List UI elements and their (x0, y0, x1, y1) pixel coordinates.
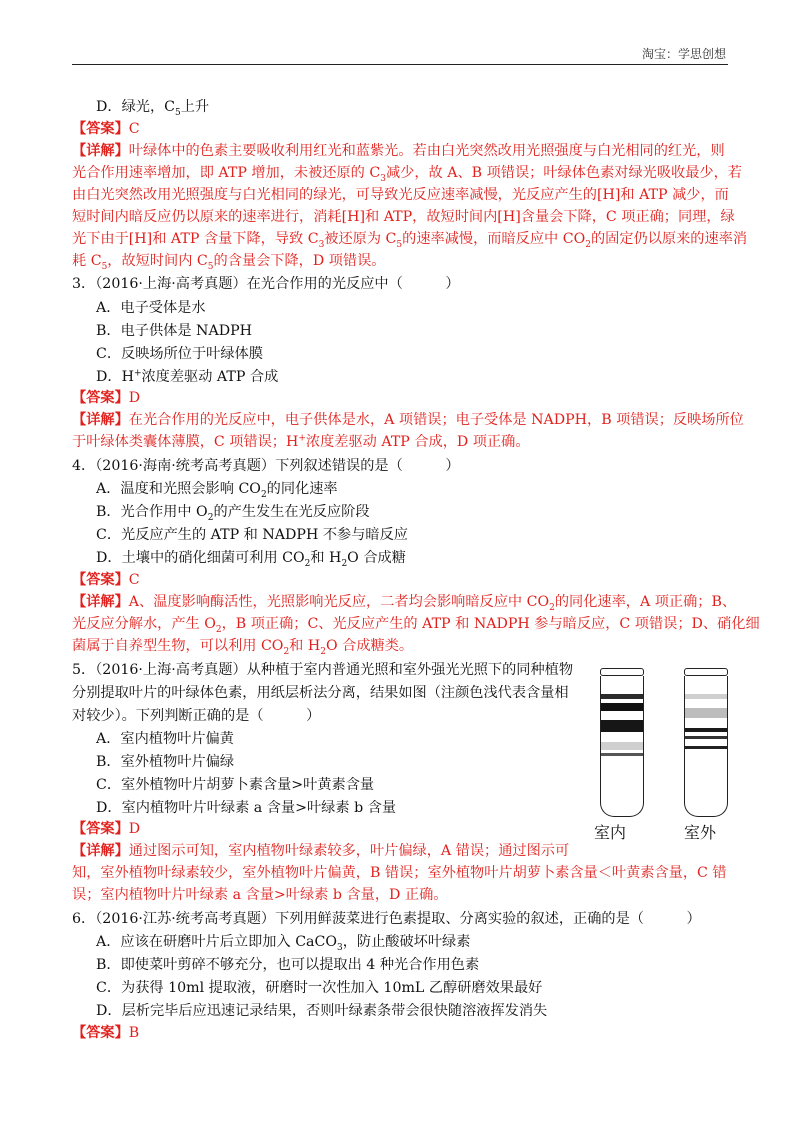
q4-option-b: B．光合作用中 $O_2$的产生发生在光反应阶段 (96, 504, 370, 523)
q6-stem: 6．（2016·江苏·统考高考真题）下列用鲜菠菜进行色素提取、分离实验的叙述，正确的是（ ） (72, 911, 701, 927)
q2-detail-line: 短时间内暗反应仍以原来的速率进行，消耗[H]和 ATP，故短时间内[H]含量会下降，C 项正确；同理，绿 (72, 209, 735, 225)
strip-cap-outdoor (684, 668, 728, 676)
band-xanthophyll (685, 708, 727, 718)
answer-label: 【答案】 (72, 1025, 129, 1041)
band-chlorophyll-a (685, 728, 727, 732)
q2-detail-line: 光下由于[H]和 ATP 含量下降，导致 $C_3$被还原为 $C_5$的速率减慢，而暗反应中 $CO_2$的固定仍以原来的速率消 (72, 231, 748, 250)
q4-option-c: C．光反应产生的 ATP 和 NADPH 不参与暗反应 (96, 527, 408, 543)
label-indoor: 室内 (594, 823, 627, 842)
answer-value: B (128, 1025, 140, 1041)
q6-answer (72, 1024, 732, 1042)
band-origin (601, 753, 643, 756)
answer-value: D (128, 390, 141, 406)
q4-detail-line: 菌属于自养型生物，可以利用 $CO_2$和 $H_2O$ 合成糖类。 (72, 638, 414, 657)
q5-detail-line: 知，室外植物叶绿素较少，室外植物叶片偏黄，B 错误；室外植物叶片胡萝卜素含量＜叶黄素含量，C 错 (72, 865, 727, 881)
page-header (72, 44, 728, 65)
q4-detail-line (72, 593, 737, 613)
q5-stem-line: 5．（2016·上海·高考真题）从种植于室内普通光照和室外强光光照下的同种植物 (72, 662, 574, 678)
band-chlorophyll-a (601, 720, 643, 732)
q6-option-b: B．即使菜叶剪碎不够充分，也可以提取出 4 种光合作用色素 (96, 957, 480, 973)
q2-detail-line: 光合作用速率增加，即 ATP 增加，未被还原的 $C_3$减少，故 A、B 项错误；叶绿体色素对绿光吸收最少，若 (72, 165, 742, 184)
header-text: 淘宝：学思创想 (641, 47, 726, 61)
q5-option-d: D．室内植物叶片叶绿素 a 含量>叶绿素 b 含量 (96, 800, 397, 816)
label-outdoor: 室外 (684, 823, 717, 842)
answer-value: C (128, 572, 140, 588)
detail-label: 【详解】 (72, 594, 129, 610)
q5-option-a: A．室内植物叶片偏黄 (96, 731, 234, 747)
detail-label: 【详解】 (72, 843, 129, 859)
q4-option-d: D．土壤中的硝化细菌可利用 $CO_2$和 $H_2O$ 合成糖 (96, 550, 406, 569)
strip-outdoor (684, 676, 728, 817)
strip-cap-indoor (600, 668, 644, 676)
strip-indoor (600, 676, 644, 817)
detail-label: 【详解】 (72, 412, 129, 428)
answer-value: D (128, 821, 141, 837)
answer-label: 【答案】 (72, 821, 129, 837)
q6-option-a: A．应该在研磨叶片后立即加入 CaCO$_3$，防止酸破坏叶绿素 (96, 934, 471, 953)
q5-stem-line: 分别提取叶片的叶绿体色素，用纸层析法分离，结果如图（注颜色浅代表含量相 (72, 685, 569, 701)
q5-option-c: C．室外植物叶片胡萝卜素含量>叶黄素含量 (96, 777, 375, 793)
answer-label: 【答案】 (72, 572, 129, 588)
q2-option-d: D．绿光，$C_5$上升 (96, 99, 210, 118)
q2-detail-line: 由白光突然改用光照强度与白光相同的绿光，可导致光反应速率减慢，光反应产生的[H]和 ATP 减少，而 (72, 187, 729, 203)
q3-option-d: D．H+浓度差驱动 ATP 合成 (96, 368, 279, 385)
band-origin (685, 746, 727, 749)
band-chlorophyll-b (601, 742, 643, 750)
detail-text: 在光合作用的光反应中，电子供体是水，A 项错误；电子受体是 NADPH，B 项错误；反映场所位 (128, 412, 744, 428)
detail-text: 通过图示可知，室内植物叶绿素较多，叶片偏绿，A 错误；通过图示可 (128, 843, 570, 859)
q6-option-c: C．为获得 10ml 提取液，研磨时一次性加入 10mL 乙醇研磨效果最好 (96, 980, 543, 996)
q6-option-d: D．层析完毕后应迅速记录结果，否则叶绿素条带会很快随溶液挥发消失 (96, 1003, 548, 1019)
q2-detail-line (72, 142, 732, 160)
q5-stem-line: 对较少）。下列判断正确的是（ ） (72, 708, 321, 724)
q3-option-a: A．电子受体是水 (96, 300, 206, 316)
q3-stem: 3．（2016·上海·高考真题）在光合作用的光反应中（ ） (72, 276, 460, 292)
q4-answer (72, 571, 732, 589)
q5-detail-line: 误；室内植物叶片叶绿素 a 含量>叶绿素 b 含量，D 正确。 (72, 887, 448, 903)
q3-detail-line: 于叶绿体类囊体薄膜，C 项错误；H+浓度差驱动 ATP 合成，D 项正确。 (72, 433, 530, 450)
q3-option-b: B．电子供体是 NADPH (96, 323, 253, 339)
band-chlorophyll-b (685, 736, 727, 739)
q2-answer (72, 120, 732, 138)
q4-option-a: A．温度和光照会影响 $CO_2$的同化速率 (96, 481, 338, 500)
q4-detail-line: 光反应分解水，产生 $O_2$，B 项正确；C、光反应产生的 ATP 和 NADPH 参与暗反应，C 项错误；D、硝化细 (72, 616, 760, 635)
band-xanthophyll (601, 703, 643, 711)
chromatography-figure (588, 668, 748, 848)
q2-detail-line: 耗 $C_5$，故短时间内 $C_5$的含量会下降，D 项错误。 (72, 253, 386, 272)
q5-option-b: B．室外植物叶片偏绿 (96, 754, 235, 770)
detail-label: 【详解】 (72, 143, 129, 159)
q3-answer (72, 389, 732, 407)
q3-option-c: C．反映场所位于叶绿体膜 (96, 346, 263, 362)
band-carotene (601, 694, 643, 699)
detail-text: A、温度影响酶活性，光照影响光反应，二者均会影响暗反应中 $CO_2$的同化速率，A 项正确；B、 (128, 594, 737, 613)
answer-label: 【答案】 (72, 121, 129, 137)
band-carotene (685, 694, 727, 699)
q3-detail-line (72, 411, 744, 429)
q4-stem: 4．（2016·海南·统考高考真题）下列叙述错误的是（ ） (72, 458, 460, 474)
answer-label: 【答案】 (72, 390, 129, 406)
detail-text: 叶绿体中的色素主要吸收利用红光和蓝紫光。若由白光突然改用光照强度与白光相同的红光，则 (128, 143, 725, 159)
answer-value: C (128, 121, 140, 137)
